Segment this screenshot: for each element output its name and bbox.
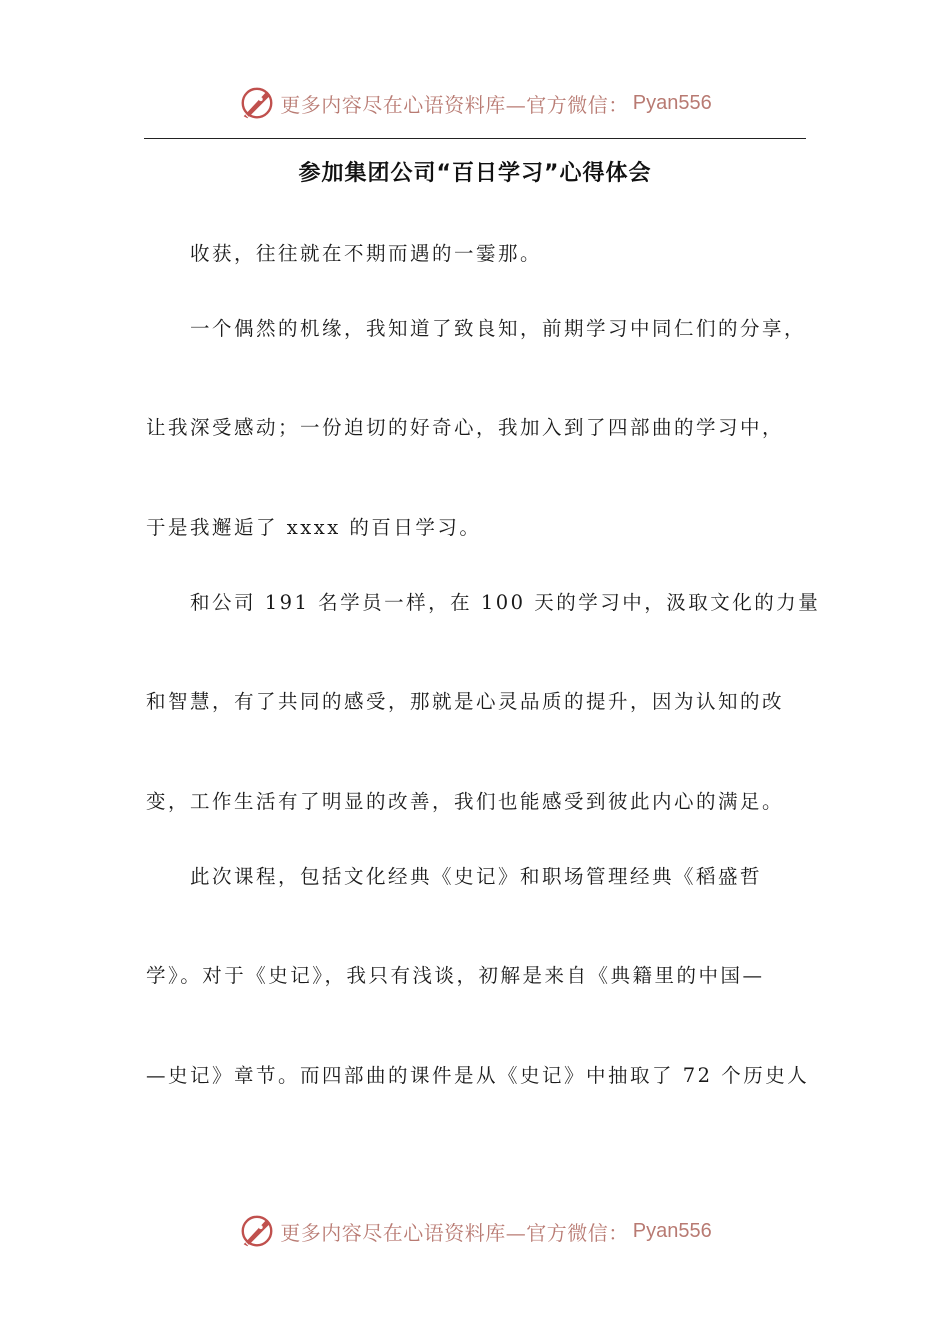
body-line-5: 和公司 191 名学员一样，在 100 天的学习中，汲取文化的力量 [190,591,821,614]
body-line-3: 让我深受感动；一份迫切的好奇心，我加入到了四部曲的学习中， [146,416,785,439]
banner-wechat-id: Pyan556 [632,91,712,114]
header-banner [0,83,950,123]
pen-logo-icon [238,84,276,122]
footer-banner [0,1211,950,1251]
body-line-1: 收获，往往就在不期而遇的一霎那。 [190,242,543,265]
banner-text: 更多内容尽在心语资料库—官方微信： [280,1220,629,1245]
body-line-2: 一个偶然的机缘，我知道了致良知，前期学习中同仁们的分享， [190,317,807,340]
banner-text: 更多内容尽在心语资料库—官方微信： [280,92,629,117]
body-line-8: 此次课程，包括文化经典《史记》和职场管理经典《稻盛哲 [190,865,763,888]
banner-wechat-id: Pyan556 [632,1219,712,1242]
body-line-6: 和智慧，有了共同的感受，那就是心灵品质的提升，因为认知的改 [146,690,785,713]
body-line-9: 学》。对于《史记》，我只有浅谈，初解是来自《典籍里的中国— [146,964,765,987]
body-line-10: —史记》章节。而四部曲的课件是从《史记》中抽取了 72 个历史人 [146,1064,810,1087]
header-rule [144,138,806,139]
pen-logo-icon [238,1212,276,1250]
body-line-7: 变，工作生活有了明显的改善，我们也能感受到彼此内心的满足。 [146,790,785,813]
document-title: 参加集团公司“百日学习”心得体会 [298,161,652,186]
body-line-4: 于是我邂逅了 xxxx 的百日学习。 [146,516,482,539]
